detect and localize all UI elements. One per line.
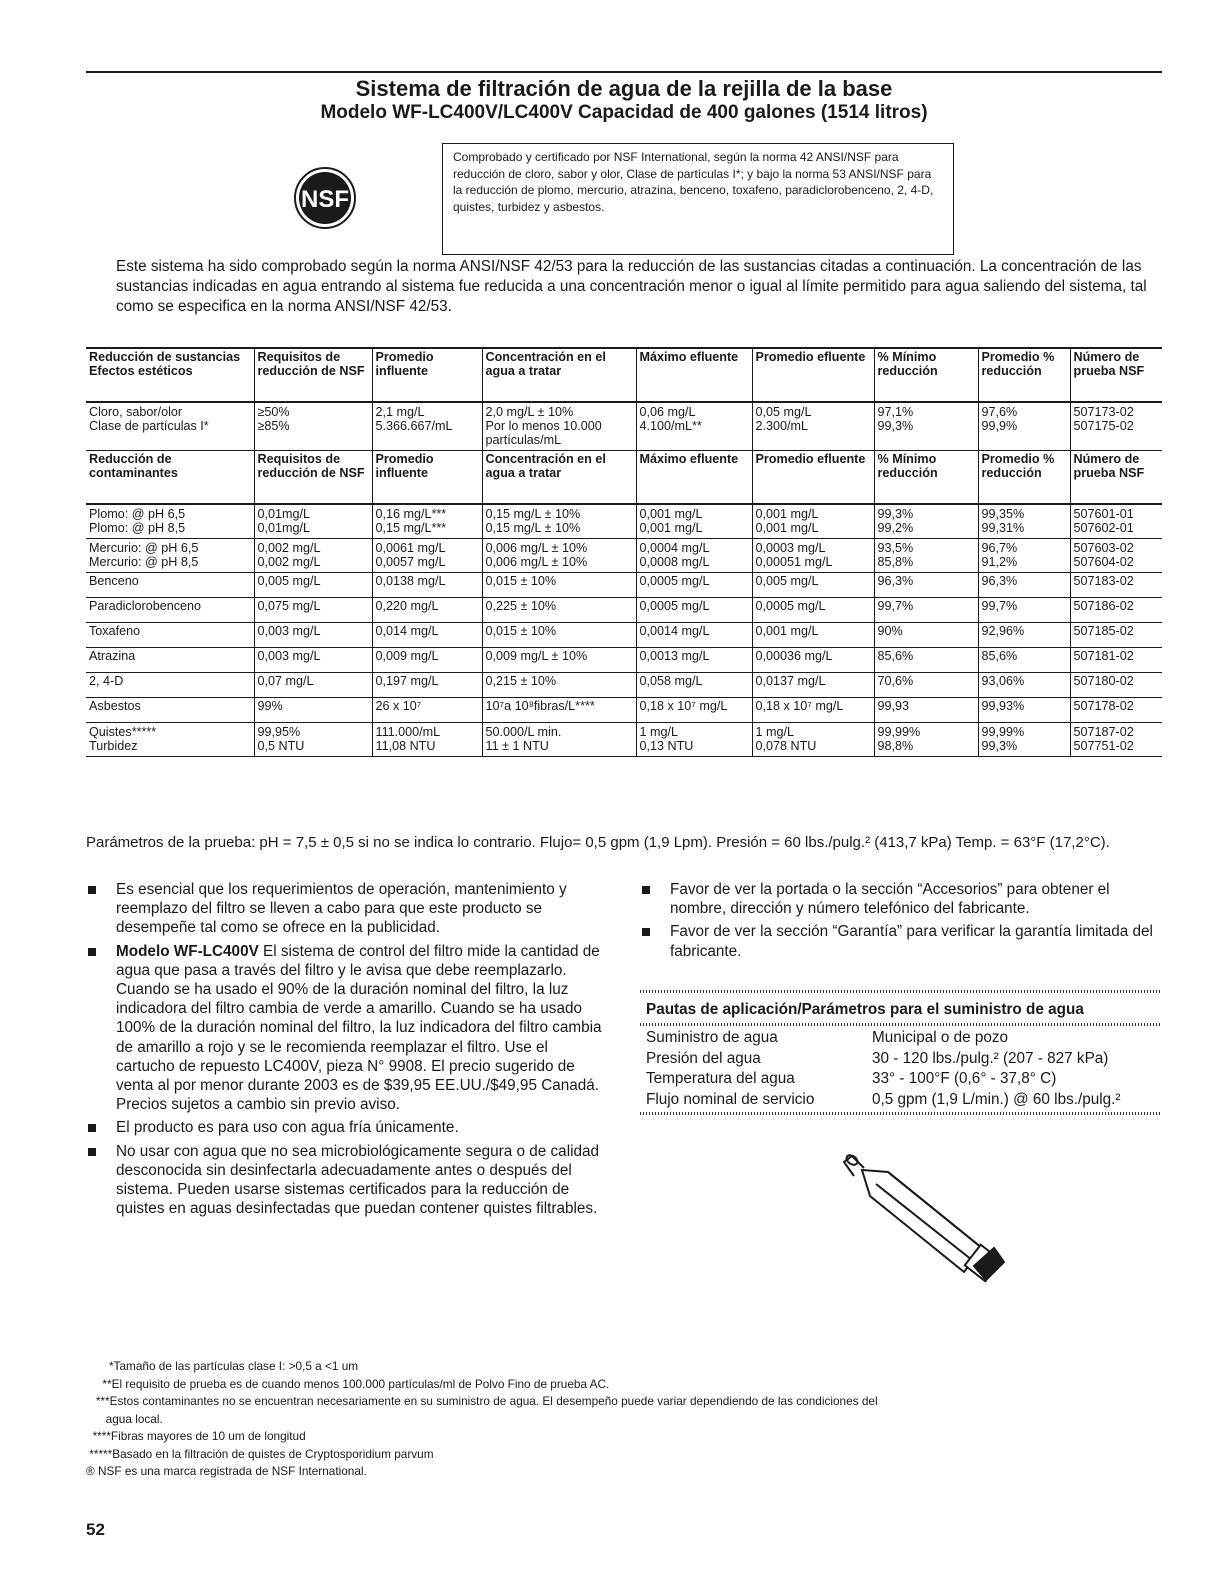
table-cell: 507186-02	[1070, 598, 1162, 623]
table-cell: 0,0061 mg/L 0,0057 mg/L	[372, 539, 482, 573]
table-cell: 507181-02	[1070, 648, 1162, 673]
application-value: 33° - 100°F (0,6° - 37,8° C)	[872, 1070, 1057, 1087]
nsf-logo-text: NSF	[301, 186, 349, 213]
footnote: ® NSF es una marca registrada de NSF International.	[86, 1464, 367, 1478]
page-number: 52	[86, 1520, 105, 1539]
table-cell: 97,6% 99,9%	[978, 402, 1070, 451]
application-value: Municipal o de pozo	[872, 1029, 1009, 1046]
application-guidelines	[640, 990, 1162, 1115]
table-cell: 99,95% 0,5 NTU	[254, 723, 372, 757]
table-cell: 0,197 mg/L	[372, 673, 482, 698]
table-cell: Promedio efluente	[752, 348, 874, 402]
table-cell: 0,002 mg/L 0,002 mg/L	[254, 539, 372, 573]
table-cell: 0,01mg/L 0,01mg/L	[254, 504, 372, 539]
table-cell: 0,0004 mg/L 0,0008 mg/L	[636, 539, 752, 573]
table-cell: 99%	[254, 698, 372, 723]
table-cell: 507173-02 507175-02	[1070, 402, 1162, 451]
table-cell: Atrazina	[86, 648, 254, 673]
footnote: ****Fibras mayores de 10 um de longitud	[86, 1429, 306, 1443]
table-cell: 90%	[874, 623, 978, 648]
table-cell: 99,99% 99,3%	[978, 723, 1070, 757]
table-cell: % Mínimo reducción	[874, 451, 978, 505]
table-cell: 0,0005 mg/L	[636, 573, 752, 598]
table-row	[86, 648, 1162, 673]
table-cell: 507601-01 507602-01	[1070, 504, 1162, 539]
table-cell: 96,7% 91,2%	[978, 539, 1070, 573]
table-cell: 0,0137 mg/L	[752, 673, 874, 698]
table-cell: 0,001 mg/L 0,001 mg/L	[752, 504, 874, 539]
list-item: Favor de ver la portada o la sección “Accesorios” para obtener el nombre, dirección y número telefónico del fabricante.	[640, 880, 1160, 918]
table-cell: 93,5% 85,8%	[874, 539, 978, 573]
table-row	[86, 539, 1162, 573]
table-cell: 0,005 mg/L	[254, 573, 372, 598]
table-cell: 0,18 x 10⁷ mg/L	[752, 698, 874, 723]
footnote: *****Basado en la filtración de quistes de Cryptosporidium parvum	[86, 1446, 434, 1461]
table-cell: Máximo efluente	[636, 348, 752, 402]
performance-table	[86, 347, 1162, 757]
table-cell: 0,0013 mg/L	[636, 648, 752, 673]
bullet-list-right	[640, 880, 1160, 965]
table-cell: 0,0005 mg/L	[636, 598, 752, 623]
table-cell: 0,0005 mg/L	[752, 598, 874, 623]
bullet-text: El sistema de control del filtro mide la cantidad de agua que pasa a través del filtro y le avisa que debe reemplazarlo. Cuando se ha usado el 90% de la duración nominal del filtro, la luz indicadora del filtro cambia de verde a amarillo. Cuando se ha usado 100% de la duración nominal del filtro, la luz indicadora del filtro cambia de amarillo a rojo y se le recomienda reemplazar el filtro. Use el cartucho de repuesto LC400V, pieza N° 9908. El precio sugerido de venta al por menor durante 2003 es de $39,95 EE.UU./$49,95 Canadá. Precios sujetos a cambio sin previo aviso.	[116, 942, 602, 1114]
table-cell: 0,06 mg/L 4.100/mL**	[636, 402, 752, 451]
table-row	[86, 573, 1162, 598]
certification-box: Comprobado y certificado por NSF International, según la norma 42 ANSI/NSF para reducción de cloro, sabor y olor, Clase de partículas I*; y bajo la norma 53 ANSI/NSF para la reducción de plomo, mercurio, atrazina, benceno, toxafeno, paradiclorobenceno, 2, 4-D, quistes, turbidez y asbestos.	[442, 143, 954, 255]
table-cell: Requisitos de reducción de NSF	[254, 348, 372, 402]
table-cell: 99,93%	[978, 698, 1070, 723]
table-cell: 99,7%	[978, 598, 1070, 623]
table-cell: 2, 4-D	[86, 673, 254, 698]
table-cell: 99,99% 98,8%	[874, 723, 978, 757]
footnotes	[86, 1358, 1162, 1481]
table-cell: Promedio influente	[372, 451, 482, 505]
bullet-text: Es esencial que los requerimientos de operación, mantenimiento y reemplazo del filtro se lleven a cabo para que este producto se desempeñe tal como se ofrece en la publicidad.	[116, 881, 567, 937]
table-cell: 0,215 ± 10%	[482, 673, 636, 698]
table-cell: 0,220 mg/L	[372, 598, 482, 623]
application-grid	[640, 1026, 1162, 1112]
application-value: 0,5 gpm (1,9 L/min.) @ 60 lbs./pulg.²	[872, 1090, 1121, 1108]
dotted-rule	[640, 1112, 1162, 1115]
table-cell: 0,014 mg/L	[372, 623, 482, 648]
table-cell: 507603-02 507604-02	[1070, 539, 1162, 573]
table-cell: 507183-02	[1070, 573, 1162, 598]
application-value: 30 - 120 lbs./pulg.² (207 - 827 kPa)	[872, 1049, 1109, 1067]
table-row	[86, 402, 1162, 451]
page-subtitle: Modelo WF-LC400V/LC400V Capacidad de 400 galones (1514 litros)	[320, 102, 928, 123]
table-cell: 99,7%	[874, 598, 978, 623]
table-cell: Número de prueba NSF	[1070, 451, 1162, 505]
table-cell: 0,009 mg/L ± 10%	[482, 648, 636, 673]
table-row	[86, 598, 1162, 623]
application-label: Temperatura del agua	[646, 1070, 795, 1087]
table-cell: 1 mg/L 0,13 NTU	[636, 723, 752, 757]
bullet-list-left	[86, 880, 606, 1222]
table-header-row	[86, 348, 1162, 402]
table-cell: Promedio efluente	[752, 451, 874, 505]
table-cell: 96,3%	[874, 573, 978, 598]
table-row	[86, 623, 1162, 648]
list-item	[86, 1118, 606, 1137]
test-parameters: Parámetros de la prueba: pH = 7,5 ± 0,5 si no se indica lo contrario. Flujo= 0,5 gpm (1,9 Lpm). Presión = 60 lbs./pulg.² (413,7 kPa) Temp. = 63°F (17,2°C).	[86, 834, 1110, 851]
table-cell: 111.000/mL 11,08 NTU	[372, 723, 482, 757]
table-cell: 0,075 mg/L	[254, 598, 372, 623]
table-cell: 99,3% 99,2%	[874, 504, 978, 539]
top-rule	[86, 71, 1162, 73]
table-cell: 97,1% 99,3%	[874, 402, 978, 451]
table-cell: Cloro, sabor/olor Clase de partículas I*	[86, 402, 254, 451]
table-cell: Promedio influente	[372, 348, 482, 402]
table-cell: 0,001 mg/L	[752, 623, 874, 648]
table-cell: 0,16 mg/L*** 0,15 mg/L***	[372, 504, 482, 539]
table-cell: ≥50% ≥85%	[254, 402, 372, 451]
table-cell: 0,015 ± 10%	[482, 573, 636, 598]
page-title: Sistema de filtración de agua de la rejilla de la base	[355, 76, 893, 101]
application-label: Flujo nominal de servicio	[646, 1090, 815, 1108]
table-cell: 85,6%	[978, 648, 1070, 673]
table-cell: 85,6%	[874, 648, 978, 673]
table-cell: Número de prueba NSF	[1070, 348, 1162, 402]
table-cell: 0,058 mg/L	[636, 673, 752, 698]
table-cell: 0,003 mg/L	[254, 648, 372, 673]
table-cell: 0,15 mg/L ± 10% 0,15 mg/L ± 10%	[482, 504, 636, 539]
table-cell: 0,0138 mg/L	[372, 573, 482, 598]
bullet-text: El producto es para uso con agua fría únicamente.	[116, 1119, 459, 1137]
table-header-row	[86, 451, 1162, 505]
table-cell: 0,225 ± 10%	[482, 598, 636, 623]
table-cell: 99,35% 99,31%	[978, 504, 1070, 539]
table-cell: Asbestos	[86, 698, 254, 723]
table-cell: 0,0014 mg/L	[636, 623, 752, 648]
footnote: *Tamaño de las partículas clase I: >0,5 a <1 um	[86, 1359, 359, 1373]
table-cell: 507187-02 507751-02	[1070, 723, 1162, 757]
table-cell: 0,003 mg/L	[254, 623, 372, 648]
table-cell: Promedio % reducción	[978, 348, 1070, 402]
table-cell: 0,07 mg/L	[254, 673, 372, 698]
table-cell: Requisitos de reducción de NSF	[254, 451, 372, 505]
filter-cartridge-image	[832, 1148, 1008, 1288]
list-item	[86, 880, 606, 938]
table-cell: 96,3%	[978, 573, 1070, 598]
intro-paragraph: Este sistema ha sido comprobado según la norma ANSI/NSF 42/53 para la reducción de las sustancias citadas a continuación. La concentración de las sustancias indicadas en agua entrando al sistema fue reducida a una concentración menor o igual al límite permitido para agua saliendo del sistema, tal como se especifica en la norma ANSI/NSF 42/53.	[116, 258, 1147, 315]
table-cell: Reducción de sustancias Efectos estéticos	[86, 348, 254, 402]
table-cell: 0,18 x 10⁷ mg/L	[636, 698, 752, 723]
table-cell: 507178-02	[1070, 698, 1162, 723]
table-cell: Plomo: @ pH 6,5 Plomo: @ pH 8,5	[86, 504, 254, 539]
table-cell: 507180-02	[1070, 673, 1162, 698]
application-label: Presión del agua	[646, 1049, 761, 1067]
table-cell: Máximo efluente	[636, 451, 752, 505]
table-cell: 99,93	[874, 698, 978, 723]
table-cell: 10⁷a 10⁸fibras/L****	[482, 698, 636, 723]
table-row	[86, 673, 1162, 698]
table-row	[86, 504, 1162, 539]
table-cell: 0,0003 mg/L 0,00051 mg/L	[752, 539, 874, 573]
table-cell: 0,05 mg/L 2.300/mL	[752, 402, 874, 451]
table-cell: 0,005 mg/L	[752, 573, 874, 598]
table-row	[86, 723, 1162, 757]
table-cell: 0,006 mg/L ± 10% 0,006 mg/L ± 10%	[482, 539, 636, 573]
application-label: Suministro de agua	[646, 1029, 778, 1046]
table-row	[86, 698, 1162, 723]
footnote: ***Estos contaminantes no se encuentran necesariamente en su suministro de agua. El desempeño puede variar dependiendo de las condiciones del agua local.	[95, 1394, 878, 1426]
application-title: Pautas de aplicación/Parámetros para el suministro de agua	[646, 1001, 1084, 1018]
footnote: **El requisito de prueba es de cuando menos 100.000 partículas/ml de Polvo Fino de prueba AC.	[86, 1376, 610, 1391]
table-cell: 2,0 mg/L ± 10% Por lo menos 10.000 partículas/mL	[482, 402, 636, 451]
table-cell: 26 x 10⁷	[372, 698, 482, 723]
bullet-text: No usar con agua que no sea microbiológicamente segura o de calidad desconocida sin desinfectarla adecuadamente antes o después del sistema. Pueden usarse sistemas certificados para la reducción de quistes en aguas desinfectadas que puedan contener quistes filtrables.	[116, 1142, 600, 1218]
table-cell: Paradiclorobenceno	[86, 598, 254, 623]
table-cell: Concentración en el agua a tratar	[482, 348, 636, 402]
table-cell: Benceno	[86, 573, 254, 598]
list-item	[86, 942, 606, 1115]
table-cell: 507185-02	[1070, 623, 1162, 648]
table-cell: Mercurio: @ pH 6,5 Mercurio: @ pH 8,5	[86, 539, 254, 573]
table-cell: Concentración en el agua a tratar	[482, 451, 636, 505]
table-cell: Toxafeno	[86, 623, 254, 648]
table-cell: 0,00036 mg/L	[752, 648, 874, 673]
table-cell: % Mínimo reducción	[874, 348, 978, 402]
table-cell: Reducción de contaminantes	[86, 451, 254, 505]
list-item: Favor de ver la sección “Garantía” para verificar la garantía limitada del fabricante.	[640, 922, 1160, 960]
bullet-bold-lead: Modelo WF-LC400V	[116, 942, 259, 960]
table-cell: 92,96%	[978, 623, 1070, 648]
table-cell: 0,015 ± 10%	[482, 623, 636, 648]
table-cell: 0,001 mg/L 0,001 mg/L	[636, 504, 752, 539]
nsf-logo	[278, 165, 372, 231]
table-cell: 93,06%	[978, 673, 1070, 698]
table-cell: 70,6%	[874, 673, 978, 698]
table-cell: 50.000/L min. 11 ± 1 NTU	[482, 723, 636, 757]
list-item	[86, 1142, 606, 1219]
table-cell: Promedio % reducción	[978, 451, 1070, 505]
table-cell: Quistes***** Turbidez	[86, 723, 254, 757]
table-cell: 2,1 mg/L 5.366.667/mL	[372, 402, 482, 451]
table-cell: 1 mg/L 0,078 NTU	[752, 723, 874, 757]
table-cell: 0,009 mg/L	[372, 648, 482, 673]
